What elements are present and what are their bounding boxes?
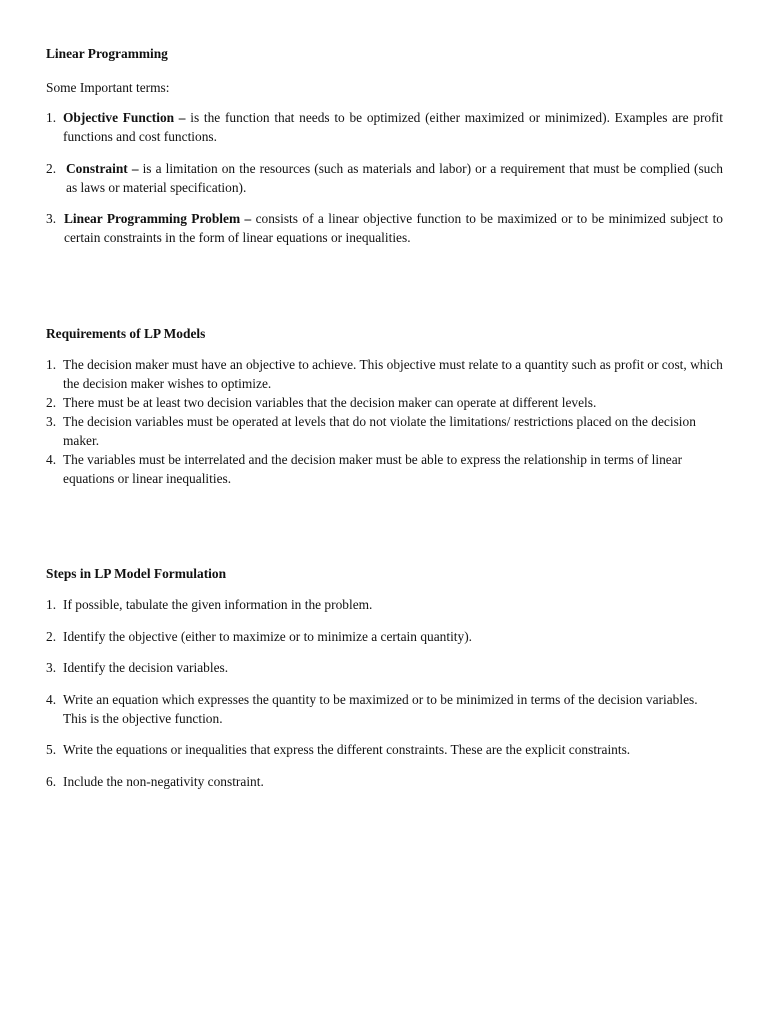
intro-text: Some Important terms: (46, 80, 170, 95)
requirement-number: 4. (46, 452, 57, 467)
step-number: 4. (46, 692, 57, 707)
step-text: Include the non-negativity constraint. (63, 774, 264, 789)
requirement-item (46, 393, 723, 412)
requirement-item (46, 355, 723, 393)
term-name: Constraint – (66, 161, 139, 176)
requirement-text: The variables must be interrelated and the decision maker must be able to express the relationship in terms of linear equations or linear inequalities. (63, 452, 683, 486)
requirement-text: There must be at least two decision variables that the decision maker can operate at different levels. (63, 395, 597, 410)
requirement-item (46, 412, 723, 450)
step-text: Write the equations or inequalities that express the different constraints. These are the explicit constraints. (63, 742, 631, 757)
step-number: 3. (46, 660, 57, 675)
term-item (46, 108, 723, 146)
step-text: Write an equation which expresses the quantity to be maximized or to be minimized in terms of the decision variables. This is the objective function. (63, 692, 698, 726)
step-item (46, 772, 723, 791)
step-text: If possible, tabulate the given information in the problem. (63, 597, 373, 612)
step-item (46, 690, 723, 728)
step-number: 5. (46, 742, 57, 757)
term-definition: consists of a linear objective function to be maximized or to be minimized subject to certain constraints in the form of linear equations or inequalities. (64, 211, 723, 245)
requirement-item (46, 450, 723, 488)
term-number: 1. (46, 110, 57, 125)
step-text: Identify the objective (either to maximize or to minimize a certain quantity). (63, 629, 473, 644)
document-title: Linear Programming (46, 46, 168, 61)
term-item (46, 159, 723, 197)
requirements-heading: Requirements of LP Models (46, 326, 206, 341)
term-number: 2. (46, 161, 57, 176)
step-number: 1. (46, 597, 57, 612)
term-definition: is a limitation on the resources (such as materials and labor) or a requirement that must be complied (such as laws or material specification). (66, 161, 723, 195)
step-number: 2. (46, 629, 57, 644)
term-name: Linear Programming Problem – (64, 211, 252, 226)
step-item (46, 658, 723, 677)
requirement-text: The decision maker must have an objective to achieve. This objective must relate to a quantity such as profit or cost, which the decision maker wishes to optimize. (63, 357, 723, 391)
term-name: Objective Function – (63, 110, 186, 125)
steps-heading: Steps in LP Model Formulation (46, 566, 227, 581)
requirement-text: The decision variables must be operated at levels that do not violate the limitations/ restrictions placed on the decision maker. (63, 414, 696, 448)
term-definition: is the function that needs to be optimized (either maximized or minimized). Examples are profit functions and cost functions. (63, 110, 723, 144)
term-item (46, 209, 723, 247)
requirement-number: 3. (46, 414, 57, 429)
requirement-number: 2. (46, 395, 57, 410)
step-item (46, 740, 723, 759)
step-item (46, 595, 723, 614)
term-number: 3. (46, 211, 57, 226)
step-number: 6. (46, 774, 57, 789)
requirement-number: 1. (46, 357, 57, 372)
step-text: Identify the decision variables. (63, 660, 229, 675)
step-item (46, 627, 723, 646)
